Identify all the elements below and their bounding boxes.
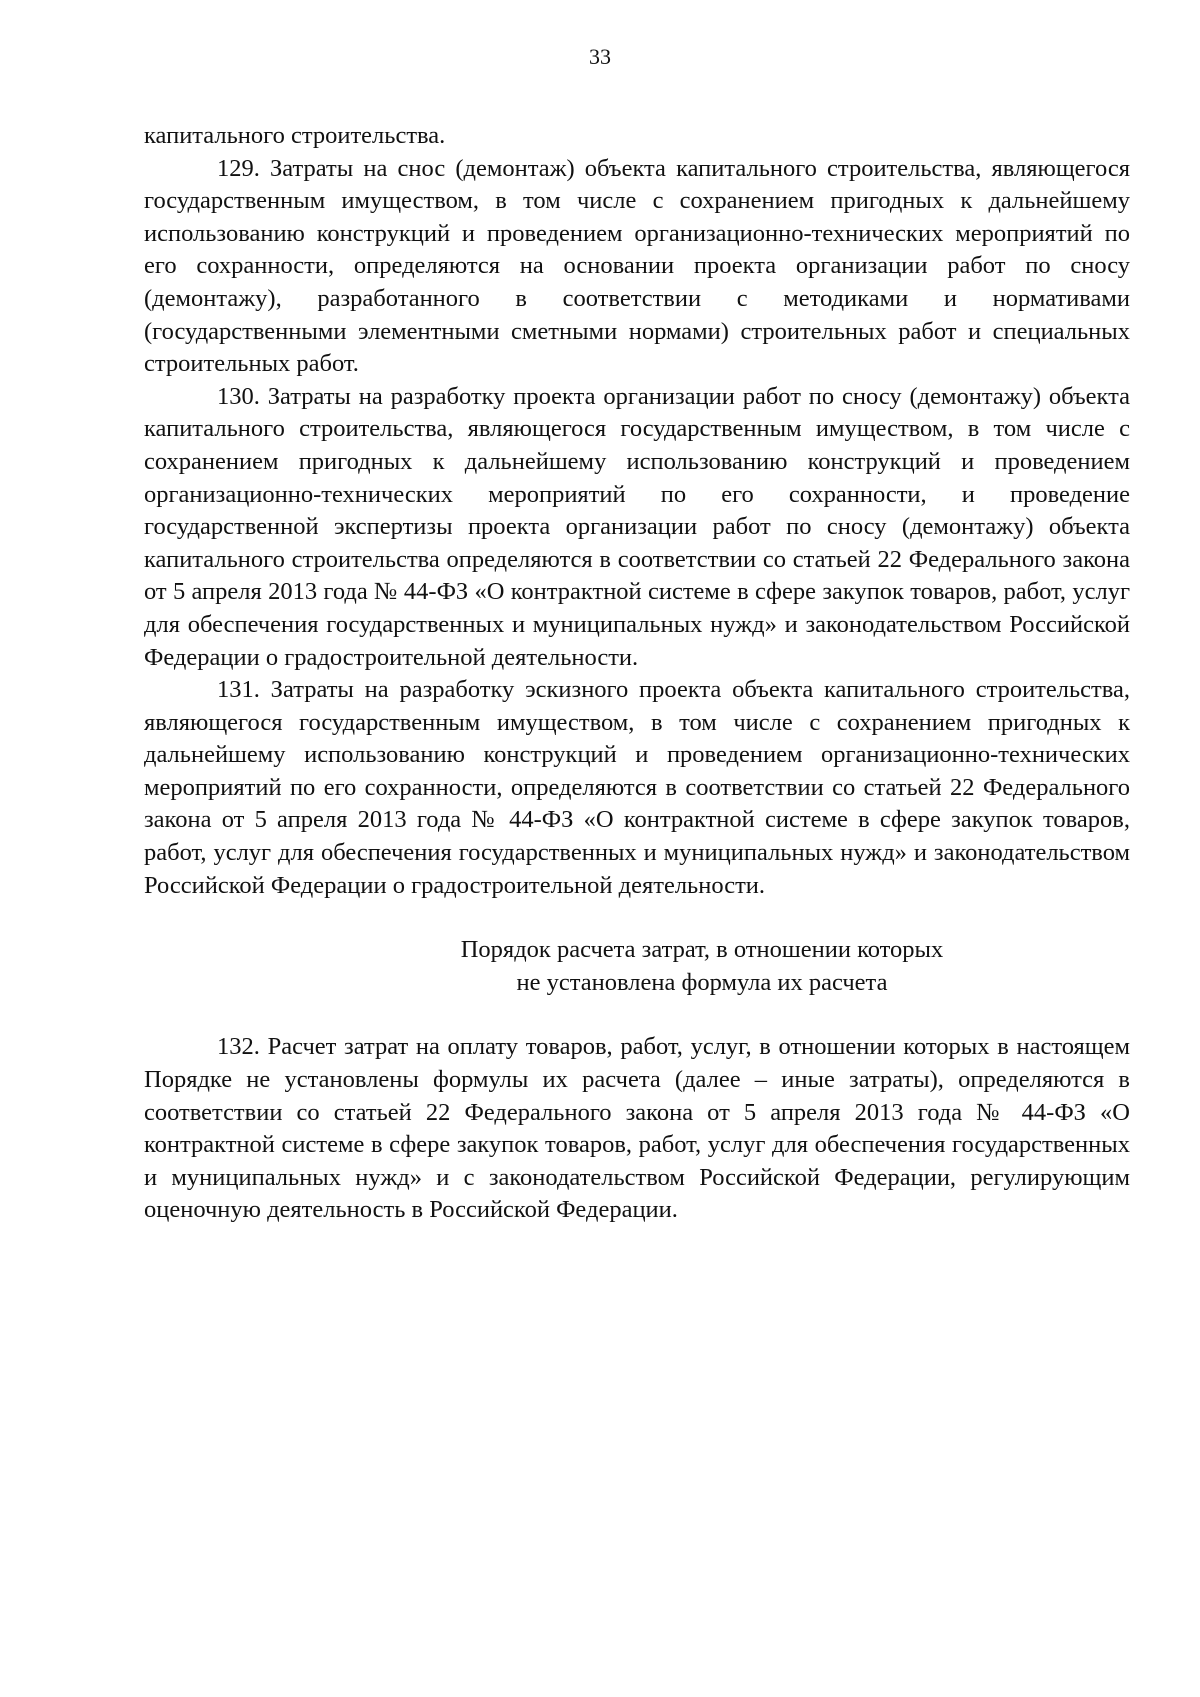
document-body <box>144 120 1130 1227</box>
section-heading <box>144 934 1130 999</box>
paragraph-130: 130. Затраты на разработку проекта организации работ по сносу (демонтажу) объекта капитального строительства, являющегося государственным имуществом, в том числе с сохранением пригодных к дальнейшему использованию конструкций и проведением организационно-технических мероприятий по его сохранности, и проведение государственной экспертизы проекта организации работ по сносу (демонтажу) объекта капитального строительства определяются в соответствии со статьей 22 Федерального закона от 5 апреля 2013 года № 44-ФЗ «О контрактной системе в сфере закупок товаров, работ, услуг для обеспечения государственных и муниципальных нужд» и законодательством Российской Федерации о градостроительной деятельности. <box>144 382 1130 671</box>
paragraph-continuation: капитального строительства. <box>144 122 446 149</box>
section-heading-line-2: не установлена формула их расчета <box>516 968 888 996</box>
section-heading-line-1: Порядок расчета затрат, в отношении которых <box>460 936 944 964</box>
paragraph-131: 131. Затраты на разработку эскизного проекта объекта капитального строительства, являющегося государственным имуществом, в том числе с сохранением пригодных к дальнейшему использованию конструкций и проведением организационно-технических мероприятий по его сохранности, определяются в соответствии со статьей 22 Федерального закона от 5 апреля 2013 года № 44-ФЗ «О контрактной системе в сфере закупок товаров, работ, услуг для обеспечения государственных и муниципальных нужд» и законодательством Российской Федерации о градостроительной деятельности. <box>144 676 1130 899</box>
paragraph-129: 129. Затраты на снос (демонтаж) объекта капитального строительства, являющегося государственным имуществом, в том числе с сохранением пригодных к дальнейшему использованию конструкций и проведением организационно-технических мероприятий по его сохранности, определяются на основании проекта организации работ по сносу (демонтажу), разработанного в соответствии с методиками и нормативами (государственными элементными сметными нормами) строительных работ и специальных строительных работ. <box>144 154 1130 378</box>
page-number: 33 <box>589 44 611 69</box>
paragraph-132: 132. Расчет затрат на оплату товаров, работ, услуг, в отношении которых в настоящем Порядке не установлены формулы их расчета (далее – иные затраты), определяются в соответствии со статьей 22 Федерального закона от 5 апреля 2013 года № 44-ФЗ «О контрактной системе в сфере закупок товаров, работ, услуг для обеспечения государственных и муниципальных нужд» и с законодательством Российской Федерации, регулирующим оценочную деятельность в Российской Федерации. <box>144 1033 1130 1224</box>
